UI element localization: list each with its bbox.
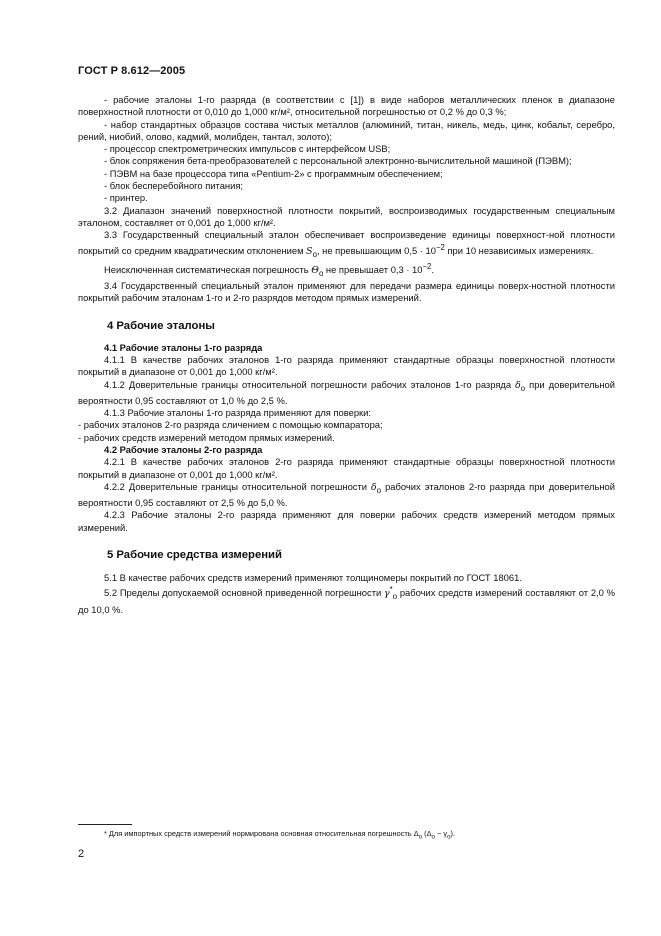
paragraph-3-2: 3.2 Диапазон значений поверхностной плотности покрытий, воспроизводимых государственным специальным эталоном, составляет от 0,001 до 1,000 кг/м².: [78, 204, 615, 228]
paragraph-3-4: 3.4 Государственный специальный эталон применяют для передачи размера единицы поверх-ностной плотности покрытий рабочим эталонам 1-го и 2-го разрядов методом прямых измерений.: [78, 280, 615, 304]
paragraph: - рабочие эталоны 1-го разряда (в соответствии с [1]) в виде наборов металлических пленок в диапазоне поверхностной плотности от 0,010 до 1,000 кг/м², относительной погрешностью от 0,2 % до 0,3 %;: [78, 94, 615, 118]
paragraph: - процессор спектрометрических импульсов с интерфейсом USB;: [104, 143, 391, 155]
paragraph: - ПЭВМ на базе процессора типа «Pentium-2» с программным обеспечением;: [104, 167, 443, 179]
symbol-gamma: γ: [384, 588, 390, 600]
paragraph: - набор стандартных образцов состава чистых металлов (алюминий, титан, никель, медь, цинк, кобальт, серебро, рений, ниобий, олово, кадмий, молибден, тантал, золото);: [78, 118, 615, 142]
paragraph: - блок бесперебойного питания;: [104, 180, 244, 192]
paragraph: - блок сопряжения бета-преобразователей с персональной электронно-вычислительной машиной (ПЭВМ);: [104, 155, 572, 167]
paragraph-5-2: 5.2 Пределы допускаемой основной приведенной погрешности $\gamma^*_o$ рабочих средств измерений составляют от 2,0 % до 10,0 %.: [78, 585, 615, 615]
list-item: - рабочих эталонов 2-го разряда сличением с помощью компаратора;: [78, 419, 383, 431]
page-number: 2: [78, 848, 85, 860]
paragraph-4-1-2: 4.1.2 Доверительные границы относительной погрешности рабочих эталонов 1-го разряда $\delta_o$ при доверительной вероятности 0,95 составляют от 1,0 % до 2,5 %.: [78, 378, 615, 406]
paragraph: - принтер.: [104, 192, 148, 204]
subsection-4-2-heading: 4.2 Рабочие эталоны 2-го разряда: [104, 444, 263, 455]
document-body: [78, 94, 615, 616]
symbol-delta: δ: [515, 379, 521, 391]
section-4-heading: 4 Рабочие эталоны: [107, 319, 215, 332]
section-5-heading: 5 Рабочие средства измерений: [107, 548, 282, 561]
paragraph-4-2-3: 4.2.3 Рабочие эталоны 2-го разряда применяют для поверки рабочих средств измерений методом прямых измерений.: [78, 509, 615, 533]
footnote-divider: [78, 824, 132, 825]
paragraph-4-2-1: 4.2.1 В качестве рабочих эталонов 2-го разряда применяют стандартные образцы поверхностной плотности покрытий в диапазоне от 0,001 до 1,000 кг/м².: [78, 456, 615, 480]
paragraph-3-3-note: Неисключенная систематическая погрешность $\Theta_o$ не превышает $0,3 \cdot 10^{-2}$.: [104, 261, 435, 278]
symbol-delta: δ: [371, 481, 377, 493]
subsection-4-1-heading: 4.1 Рабочие эталоны 1-го разряда: [104, 341, 263, 353]
paragraph-3-3: 3.3 Государственный специальный эталон обеспечивает воспроизведение единицы поверхност-ной плотности покрытий со средним квадратическим отклонением $S_o$, не превышающим $0,5 \cdot 10^{-2}$ при 10 независимых измерениях.: [78, 229, 615, 259]
symbol-theta: Θ: [311, 264, 319, 276]
paragraph-4-2-2: 4.2.2 Доверительные границы относительной погрешности $\delta_o$ рабочих эталонов 2-го разряда при доверительной вероятности 0,95 составляют от 2,5 % до 5,0 %.: [78, 480, 615, 509]
paragraph-4-1-3: 4.1.3 Рабочие эталоны 1-го разряда применяют для поверки:: [104, 407, 372, 419]
document-header: ГОСТ Р 8.612—2005: [78, 65, 186, 77]
list-item: - рабочих средств измерений методом прямых измерений.: [78, 431, 335, 443]
paragraph-5-1: 5.1 В качестве рабочих средств измерений применяют толщиномеры покрытий по ГОСТ 18061.: [104, 571, 522, 583]
footnote: * Для импортных средств измерений нормирована основная относительная погрешность $\Delta_o$ ($\Delta_o$ ~ $\gamma_o$).: [104, 829, 456, 841]
paragraph-4-1-1: 4.1.1 В качестве рабочих эталонов 1-го разряда применяют стандартные образцы поверхностной плотности покрытий в диапазоне от 0,001 до 1,000 кг/м².: [78, 354, 615, 378]
symbol-s: S: [306, 245, 313, 257]
